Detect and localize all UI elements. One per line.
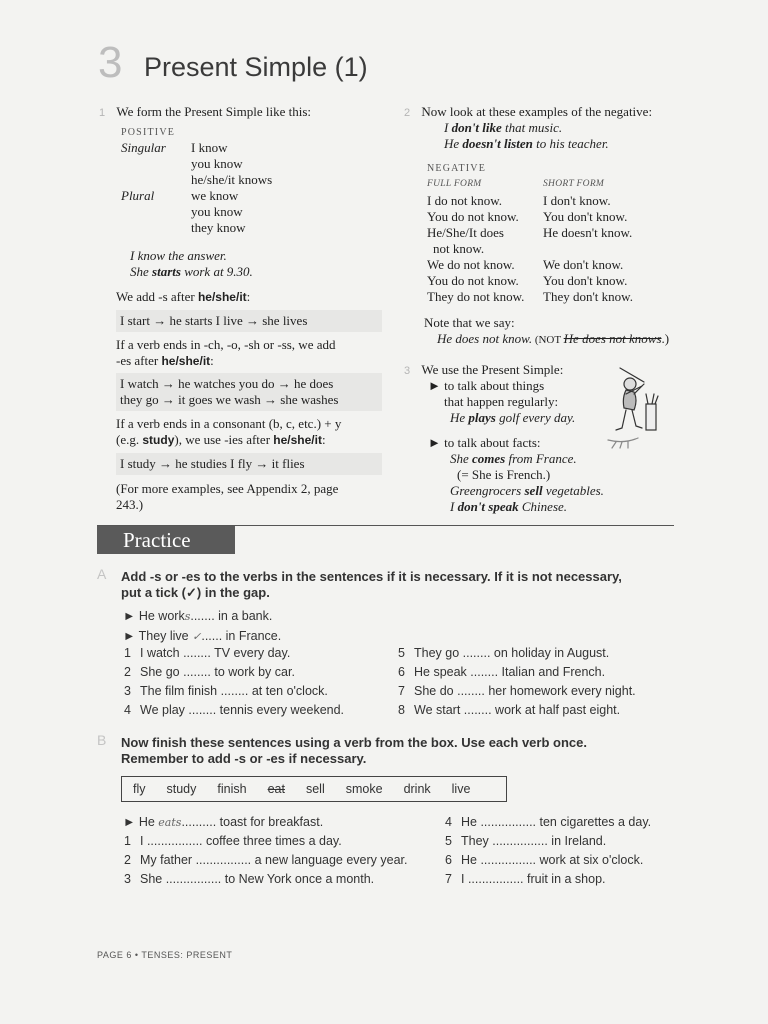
- full-form-line: He/She/It does: [427, 225, 504, 240]
- item-text: We play ........ tennis every weekend.: [140, 703, 345, 717]
- exercise-a-left-column: [124, 645, 344, 718]
- exercise-item[interactable]: [445, 871, 651, 887]
- verb-option: sell: [305, 782, 325, 796]
- sentence-text: ....... in a bank.: [190, 609, 273, 623]
- note-example: [437, 331, 669, 348]
- sentence-text: ► He work: [123, 609, 185, 623]
- rule-text: :: [246, 289, 251, 304]
- instruction-line: Now finish these sentences using a verb from the box. Use each verb once.: [121, 735, 587, 750]
- rule-bold: he/she/it: [273, 433, 322, 447]
- exercise-item[interactable]: [124, 833, 408, 849]
- positive-table: [121, 127, 371, 236]
- exercise-a-examples: [123, 608, 281, 645]
- exercise-letter-a: A: [97, 566, 107, 582]
- verb-option: fly: [133, 782, 146, 796]
- section-number: 2: [404, 107, 411, 119]
- handwritten-answer: ✓: [192, 630, 202, 643]
- example-text: She: [130, 264, 153, 279]
- form-line: he/she/it knows: [191, 172, 273, 187]
- instruction-line: Remember to add -s or -es if necessary.: [121, 751, 367, 766]
- short-form-list: [543, 193, 633, 305]
- rule-text: (e.g.: [116, 432, 143, 447]
- full-form-line: not know.: [433, 241, 485, 256]
- item-text: He speak ........ Italian and French.: [414, 665, 606, 679]
- section-number: 3: [404, 365, 411, 377]
- short-form-line: He doesn't know.: [543, 225, 633, 240]
- example-text: from France.: [505, 451, 577, 466]
- singular-label: Singular: [121, 140, 166, 155]
- verb-option: drink: [403, 782, 431, 796]
- verb-option-used: eat: [267, 782, 285, 796]
- exercise-b-example: [123, 814, 323, 831]
- item-number: 4: [445, 815, 452, 829]
- bullet-example: [428, 451, 604, 467]
- example-line: they go → it goes we wash → she washes: [120, 392, 339, 407]
- note-text: (NOT: [532, 334, 564, 346]
- section-number: 1: [99, 107, 106, 119]
- rule-line: If a verb ends in -ch, -o, -sh or -ss, we add: [116, 337, 336, 352]
- item-text: She do ........ her homework every night.: [414, 684, 636, 698]
- use-facts: [428, 435, 604, 515]
- short-form-line: I don't know.: [543, 193, 611, 208]
- add-s-rule: [116, 289, 250, 305]
- ends-rule: [116, 337, 336, 369]
- example-watch: [116, 373, 382, 411]
- exercise-item[interactable]: [124, 664, 344, 680]
- item-number: 7: [445, 872, 452, 886]
- negative-example-2: [444, 136, 609, 152]
- exercise-item[interactable]: [124, 645, 344, 661]
- exercise-a-instructions: [121, 569, 681, 601]
- unit-number: 3: [98, 38, 123, 87]
- struck-text: He does not knows: [563, 331, 662, 346]
- exercise-item[interactable]: [398, 645, 636, 661]
- exercise-item[interactable]: [398, 702, 636, 718]
- exercise-a-right-column: [398, 645, 636, 718]
- singular-forms: [191, 140, 272, 188]
- item-text: My father ................ a new language every year.: [140, 853, 408, 867]
- exercise-b-right-column: [445, 814, 651, 887]
- exercise-item[interactable]: [445, 852, 651, 868]
- form-line: we know: [191, 188, 239, 203]
- rule-line: If a verb ends in a consonant (b, c, etc.) + y: [116, 416, 342, 431]
- example-line: I watch → he watches you do → he does: [120, 376, 334, 391]
- example-start: I start → he starts I live → she lives: [116, 310, 382, 332]
- example-bold: plays: [468, 410, 496, 425]
- item-number: 1: [124, 646, 131, 660]
- item-text: She ................ to New York once a month.: [140, 872, 375, 886]
- example-bold: starts: [152, 264, 181, 279]
- item-text: I ................ fruit in a shop.: [461, 872, 606, 886]
- full-form-line: You do not know.: [427, 209, 519, 224]
- example-text: Chinese.: [518, 499, 568, 514]
- handwritten-answer: eats: [158, 816, 182, 829]
- full-form-line: We do not know.: [427, 257, 515, 272]
- exercise-b-instructions: [121, 735, 681, 767]
- bullet-line: that happen regularly:: [444, 394, 559, 409]
- rule-bold: he/she/it: [161, 354, 211, 368]
- full-form-label: FULL FORM: [427, 179, 482, 189]
- item-number: 6: [398, 665, 405, 679]
- item-text: I ................ coffee three times a day.: [140, 834, 342, 848]
- consonant-rule: [116, 416, 341, 448]
- item-number: 7: [398, 684, 405, 698]
- full-form-line: I do not know.: [427, 193, 502, 208]
- practice-heading: Practice: [97, 526, 235, 554]
- verb-option: smoke: [345, 782, 383, 796]
- appendix-note: [116, 481, 338, 513]
- exercise-item[interactable]: [398, 664, 636, 680]
- item-number: 2: [124, 665, 131, 679]
- form-line: they know: [191, 220, 246, 235]
- unit-title: Present Simple (1): [144, 52, 368, 82]
- example-bold: sell: [524, 483, 543, 498]
- full-form-line: They do not know.: [427, 289, 525, 304]
- example-text: I: [444, 120, 452, 135]
- exercise-item[interactable]: [124, 852, 408, 868]
- rule-text: -es after: [116, 353, 162, 368]
- exercise-item[interactable]: [445, 814, 651, 830]
- item-number: 5: [398, 646, 405, 660]
- item-text: The film finish ........ at ten o'clock.: [140, 684, 328, 698]
- exercise-item[interactable]: [124, 702, 344, 718]
- exercise-letter-b: B: [97, 732, 107, 748]
- exercise-item[interactable]: [124, 871, 408, 887]
- rule-bold: he/she/it: [197, 290, 247, 304]
- example-text: vegetables.: [542, 483, 604, 498]
- verb-option: study: [166, 782, 197, 796]
- short-form-line: You don't know.: [543, 209, 628, 224]
- example-bold: don't speak: [457, 499, 519, 514]
- example-text: Greengrocers: [450, 483, 525, 498]
- note-label: Note that we say:: [424, 315, 515, 330]
- example-sentence: [123, 608, 281, 625]
- verb-option: live: [451, 782, 471, 796]
- rule-text: ), we use -ies after: [174, 432, 274, 447]
- item-number: 3: [124, 872, 131, 886]
- plural-label: Plural: [121, 188, 155, 203]
- note-text: .): [661, 331, 670, 346]
- rule-text: :: [210, 353, 214, 368]
- example-she-starts: [130, 264, 253, 280]
- sentence-text: .......... toast for breakfast.: [181, 815, 324, 829]
- example-bold: don't like: [451, 120, 502, 135]
- exercise-b-left-column: [124, 833, 408, 887]
- positive-label: POSITIVE: [121, 127, 176, 138]
- section-2: [404, 104, 652, 121]
- negative-label: NEGATIVE: [427, 163, 487, 174]
- bullet-note: (= She is French.): [457, 467, 551, 482]
- item-number: 3: [124, 684, 131, 698]
- short-form-line: They don't know.: [543, 289, 633, 304]
- short-form-label: SHORT FORM: [543, 179, 605, 189]
- example-sentence: [123, 628, 281, 645]
- section-3: [404, 362, 563, 379]
- bullet-example: [428, 499, 604, 515]
- rule-text: We add -s after: [116, 289, 198, 304]
- item-number: 1: [124, 834, 131, 848]
- exercise-item[interactable]: [445, 833, 651, 849]
- example-bold: doesn't listen: [462, 136, 533, 151]
- rule-bold: study: [142, 433, 175, 447]
- short-form-line: We don't know.: [543, 257, 624, 272]
- section-intro: Now look at these examples of the negative:: [421, 104, 653, 119]
- short-form-line: You don't know.: [543, 273, 628, 288]
- handwritten-answer: s: [184, 610, 191, 623]
- verb-option: finish: [217, 782, 247, 796]
- example-i-know: I know the answer.: [130, 248, 227, 263]
- example-text: He: [444, 136, 463, 151]
- rule-text: :: [321, 432, 326, 447]
- bullet-line: ► to talk about facts:: [428, 435, 541, 450]
- use-regular: [428, 378, 575, 426]
- sentence-text: ► They live: [123, 629, 193, 643]
- item-number: 2: [124, 853, 131, 867]
- negative-example-1: [444, 120, 562, 136]
- form-line: you know: [191, 204, 243, 219]
- item-text: He ................ ten cigarettes a day.: [461, 815, 652, 829]
- page-footer: PAGE 6 • TENSES: PRESENT: [97, 950, 233, 960]
- instruction-line: put a tick (✓) in the gap.: [121, 585, 270, 600]
- note-text: He does not know.: [437, 331, 533, 346]
- bullet-example: [428, 483, 604, 499]
- exercise-item[interactable]: [124, 683, 344, 699]
- full-form-line: You do not know.: [427, 273, 519, 288]
- note-line: 243.): [116, 497, 144, 512]
- item-text: He ................ work at six o'clock.: [461, 853, 644, 867]
- exercise-item[interactable]: [398, 683, 636, 699]
- example-text: to his teacher.: [532, 136, 609, 151]
- example-text: work at 9.30.: [180, 264, 253, 279]
- instruction-line: Add -s or -es to the verbs in the sentences if it is necessary. If it is not necessary,: [121, 569, 622, 584]
- plural-forms: [191, 188, 246, 236]
- note-line: (For more examples, see Appendix 2, page: [116, 481, 339, 496]
- form-line: you know: [191, 156, 243, 171]
- section-intro: We use the Present Simple:: [421, 362, 564, 377]
- example-study: I study → he studies I fly → it flies: [116, 453, 382, 475]
- example-text: golf every day.: [495, 410, 576, 425]
- section-1: [99, 104, 311, 121]
- example-text: that music.: [501, 120, 563, 135]
- item-text: She go ........ to work by car.: [140, 665, 295, 679]
- example-bold: comes: [472, 451, 506, 466]
- sentence-text: ► He: [123, 815, 159, 829]
- section-intro: We form the Present Simple like this:: [116, 104, 312, 119]
- item-text: They ................ in Ireland.: [461, 834, 607, 848]
- golfer-illustration: [604, 364, 668, 450]
- item-number: 6: [445, 853, 452, 867]
- example-text: She: [450, 451, 473, 466]
- item-number: 8: [398, 703, 405, 717]
- bullet-example: [428, 410, 575, 426]
- bullet-line: ► to talk about things: [428, 378, 545, 393]
- example-text: He: [450, 410, 469, 425]
- sentence-text: ...... in France.: [201, 629, 282, 643]
- verb-box: [121, 776, 507, 802]
- item-text: I watch ........ TV every day.: [140, 646, 291, 660]
- item-text: They go ........ on holiday in August.: [414, 646, 610, 660]
- item-number: 5: [445, 834, 452, 848]
- example-text: I: [450, 499, 458, 514]
- item-number: 4: [124, 703, 131, 717]
- item-text: We start ........ work at half past eight.: [414, 703, 621, 717]
- form-line: I know: [191, 140, 228, 155]
- full-form-list: [427, 193, 524, 305]
- spacer: [543, 241, 633, 257]
